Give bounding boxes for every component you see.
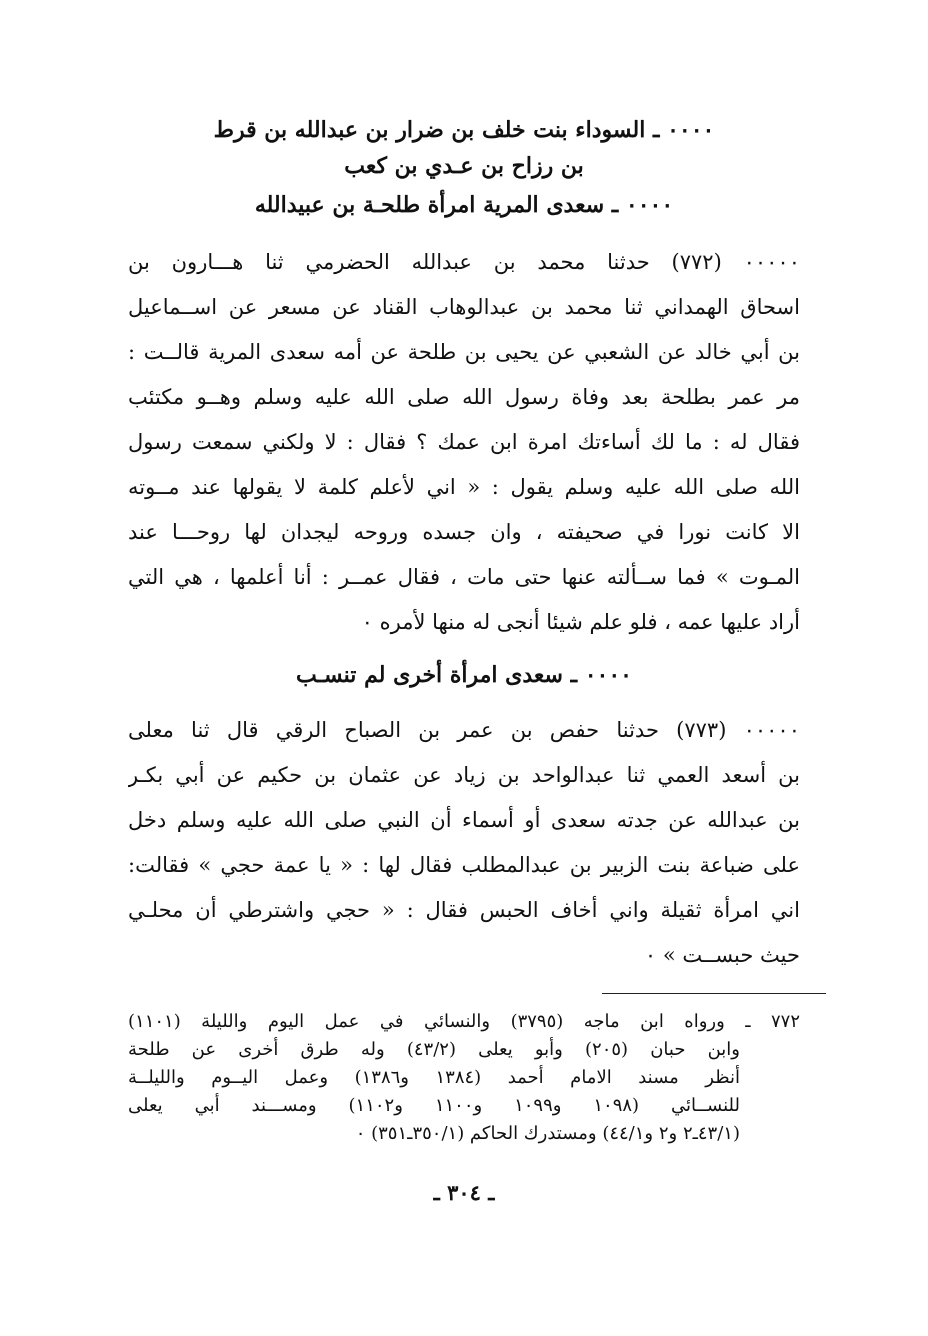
footnote-divider	[602, 993, 826, 994]
footnotes	[128, 1008, 800, 1148]
text-line: فقال له : ما لك أساءتك امرة ابن عمك ؟ فقال : لا ولكني سمعت رسول	[128, 430, 800, 454]
entry-heading-sawda-lineage: بن رزاح بن عـدي بن كعب	[344, 153, 584, 179]
text-line: أراد عليها عمه ، فلو علم شيئا أنجى له منها لأمره ٠	[361, 610, 800, 634]
footnote-line: وابن حبان (٢٠٥) وأبو يعلى (٤٣/٢) وله طرق أخرى عن طلحة	[128, 1039, 740, 1060]
footnote-line: أنظر مسند الامام أحمد (١٣٨٤ و١٣٨٦) وعمل اليــوم والليلــة	[128, 1067, 740, 1088]
text-line: الا كانت نورا في صحيفته ، وان جسده وروحه ليجدان لها روحـــا عند	[128, 520, 800, 544]
text-line: على ضباعة بنت الزبير بن عبدالمطلب فقال لها : « يا عمة حجي » فقالت:	[128, 853, 800, 877]
text-line: ٠٠٠٠٠ (٧٧٢) حدثنا محمد بن عبدالله الحضرمي ثنا هـــارون بن	[128, 250, 800, 274]
text-line: اني امرأة ثقيلة واني أخاف الحبس فقال : « حجي واشترطي أن محلـي	[128, 898, 800, 922]
text-line: المـوت » فما ســألته عنها حتى مات ، فقال عمــر : أنا أعلمها ، هي التي	[128, 565, 800, 589]
text-line: اسحاق الهمداني ثنا محمد بن عبدالوهاب القناد عن مسعر عن اســماعيل	[128, 295, 800, 319]
text-line: بن أسعد العمي ثنا عبدالواحد بن زياد عن عثمان بن حكيم عن أبي بكـر	[128, 763, 800, 787]
hadith-772-text	[128, 240, 800, 645]
entry-heading-suda-other: ٠٠٠٠ ـ سعدى امرأة أخرى لم تنسـب	[295, 662, 632, 688]
text-line: بن أبي خالد عن الشعبي عن يحيى بن طلحة عن أمه سعدى المرية قالــت :	[128, 340, 800, 364]
footnote-line: (٤٣/١ـ٢ و٢ و٤٤/١) ومستدرك الحاكم (٣٥٠/١ـ٣٥١) ٠	[355, 1123, 740, 1144]
text-line: بن عبدالله عن جدته سعدى أو أسماء أن النبي صلى الله عليه وسلم دخل	[128, 808, 800, 832]
text-line: الله صلى الله عليه وسلم يقول : « اني لأعلم كلمة لا يقولها عند مــوته	[128, 475, 800, 499]
hadith-773-text	[128, 708, 800, 978]
entry-heading-suda-al-murriya: ٠٠٠٠ ـ سعدى المرية امرأة طلحـة بن عبيدالله	[254, 192, 674, 218]
text-line: مر عمر بطلحة بعد وفاة رسول الله صلى الله عليه وسلم وهــو مكتئب	[128, 385, 800, 409]
entry-heading-sawda: ٠٠٠٠ ـ السوداء بنت خلف بن ضرار بن عبدالله بن قرط	[213, 117, 715, 143]
page-number: ـ ٣٠٤ ـ	[433, 1180, 495, 1205]
text-line: حيث حبســت » ٠	[644, 943, 800, 967]
text-line: ٠٠٠٠٠ (٧٧٣) حدثنا حفص بن عمر بن الصباح الرقي قال ثنا معلى	[128, 718, 800, 742]
footnote-line: ٧٧٢ ـ ورواه ابن ماجه (٣٧٩٥) والنسائي في عمل اليوم والليلة (١١٠١)	[128, 1011, 800, 1032]
footnote-line: للنســائي (١٠٩٨ و١٠٩٩ و١١٠٠ و١١٠٢) ومســـند أبي يعلى	[128, 1095, 740, 1116]
